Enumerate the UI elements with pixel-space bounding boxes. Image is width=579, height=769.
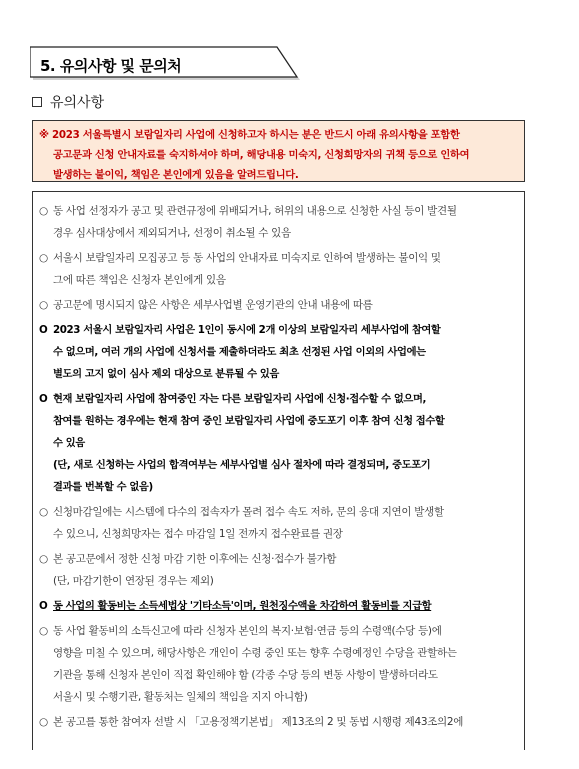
subheading	[32, 92, 104, 112]
item-text: 동 사업 선정자가 공고 및 관련규정에 위배되거나, 허위의 내용으로 신청한 사실 등이 발견될	[53, 205, 457, 217]
item-note: (단, 마감기한이 연장된 경우는 제외)	[53, 575, 214, 587]
list-item-important	[39, 319, 516, 385]
circle-bullet-icon: ○	[39, 553, 48, 565]
list-item	[39, 548, 516, 592]
list-item-important	[39, 388, 516, 498]
item-text: 본 공고를 통한 참여자 선발 시 「고용정책기본법」 제13조의 2 및 동법 시행령 제43조의2에	[53, 716, 464, 728]
notice-line: ※ 2023 서울특별시 보람일자리 사업에 신청하고자 하시는 분은 반드시 아래 유의사항을 포함한	[39, 129, 460, 141]
item-text: 경우 심사대상에서 제외되거나, 선정이 취소될 수 있음	[53, 227, 291, 239]
notice-line: 발생하는 불이익, 책임은 본인에게 있음을 알려드립니다.	[53, 169, 299, 181]
bold-circle-bullet-icon: O	[39, 324, 48, 336]
item-text: 동 사업 활동비의 소득신고에 따라 신청자 본인의 복지·보험·연금 등의 수령액(수당 등)에	[53, 625, 442, 637]
item-text: 별도의 고지 없이 심사 제외 대상으로 분류될 수 있음	[53, 368, 279, 380]
item-text: 수 있으니, 신청희망자는 접수 마감일 1일 전까지 접수완료를 권장	[53, 528, 343, 540]
list-item-important	[39, 595, 516, 617]
list-item	[39, 294, 516, 316]
bold-circle-bullet-icon: O	[39, 600, 48, 612]
list-item	[39, 620, 516, 708]
circle-bullet-icon: ○	[39, 625, 48, 637]
square-bullet-icon	[32, 97, 42, 107]
item-text: 공고문에 명시되지 않은 사항은 세부사업별 운영기관의 안내 내용에 따름	[53, 299, 373, 311]
notice-line: 공고문과 신청 안내자료를 숙지하셔야 하며, 해당내용 미숙지, 신청희망자의 귀책 등으로 인하여	[53, 149, 470, 161]
item-text: 수 있음	[53, 437, 85, 449]
item-note: 결과를 번복할 수 없음)	[53, 481, 153, 493]
item-text: 본 공고문에서 정한 신청 마감 기한 이후에는 신청·접수가 불가함	[53, 553, 337, 565]
item-text: 2023 서울시 보람일자리 사업은 1인이 동시에 2개 이상의 보람일자리 세부사업에 참여할	[53, 324, 441, 336]
item-text: 그에 따른 책임은 신청자 본인에게 있음	[53, 274, 226, 286]
item-text: 서울시 보람일자리 모집공고 등 동 사업의 안내자료 미숙지로 인하여 발생하는 불이익 및	[53, 252, 441, 264]
item-text: 참여를 원하는 경우에는 현재 참여 중인 보람일자리 사업에 중도포기 이후 참여 신청 접수할	[53, 415, 445, 427]
circle-bullet-icon: ○	[39, 716, 48, 728]
circle-bullet-icon: ○	[39, 506, 48, 518]
item-text: 기관을 통해 신청자 본인이 직접 확인해야 함 (각종 수당 등의 변동 사항이 발생하더라도	[53, 669, 438, 681]
list-item	[39, 711, 516, 733]
bold-circle-bullet-icon: O	[39, 393, 48, 405]
circle-bullet-icon: ○	[39, 252, 48, 264]
circle-bullet-icon: ○	[39, 299, 48, 311]
item-text: 수 없으며, 여러 개의 사업에 신청서를 제출하더라도 최초 선정된 사업 이외의 사업에는	[53, 346, 426, 358]
list-item	[39, 501, 516, 545]
section-title: 5. 유의사항 및 문의처	[40, 57, 182, 75]
circle-bullet-icon: ○	[39, 205, 48, 217]
section-header	[30, 46, 302, 84]
precautions-list	[32, 191, 525, 750]
item-text: 동 사업의 활동비는 소득세법상 '기타소득'이며, 원천징수액을 차감하여 활동비를 지급함	[53, 600, 432, 612]
item-note: (단, 새로 신청하는 사업의 합격여부는 세부사업별 심사 절차에 따라 결정되며, 중도포기	[53, 459, 431, 471]
item-text: 신청마감일에는 시스템에 다수의 접속자가 몰려 접수 속도 저하, 문의 응대 지연이 발생할	[53, 506, 444, 518]
item-text: 현재 보람일자리 사업에 참여중인 자는 다른 보람일자리 사업에 신청·접수할 수 없으며,	[53, 393, 427, 405]
list-item	[39, 247, 516, 291]
item-text: 영향을 미칠 수 있으며, 해당사항은 개인이 수령 중인 또는 향후 수령예정인 수당을 관할하는	[53, 647, 457, 659]
list-item	[39, 200, 516, 244]
item-text: 서울시 및 수행기관, 활동처는 일체의 책임을 지지 아니함)	[53, 691, 308, 703]
notice-box	[32, 120, 525, 182]
subheading-label: 유의사항	[50, 95, 105, 111]
